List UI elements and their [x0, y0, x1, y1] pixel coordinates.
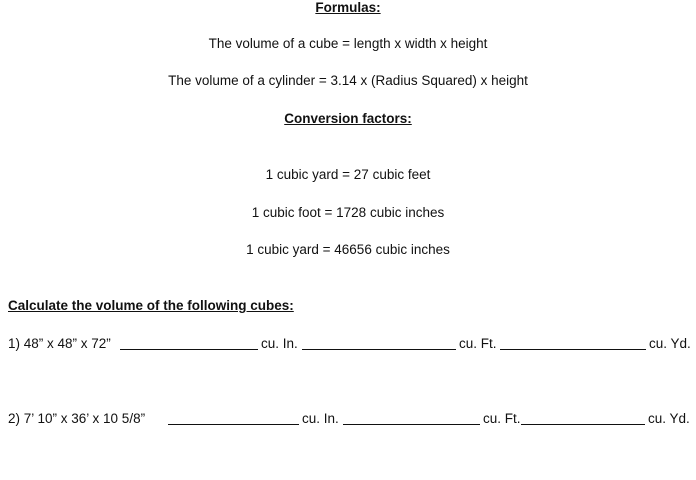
exercise-heading: Calculate the volume of the following cubes: [8, 298, 294, 313]
answer-blank-cubic-inches[interactable] [120, 336, 258, 350]
answer-blank-cubic-inches[interactable] [168, 411, 299, 425]
conversion-factor-foot-inches: 1 cubic foot = 1728 cubic inches [251, 205, 445, 220]
formulas-heading: Formulas: [315, 0, 381, 15]
cube-volume-formula: The volume of a cube = length x width x height [208, 36, 488, 51]
conversion-factor-yard-feet: 1 cubic yard = 27 cubic feet [265, 167, 431, 182]
unit-cubic-inches: cu. In. [302, 411, 339, 426]
conversion-factors-heading: Conversion factors: [284, 111, 412, 126]
problem-row [8, 411, 692, 427]
cylinder-volume-formula: The volume of a cylinder = 3.14 x (Radius Squared) x height [168, 73, 528, 88]
unit-cubic-feet: cu. Ft. [459, 336, 497, 351]
unit-cubic-feet: cu. Ft. [483, 411, 521, 426]
problem-row [8, 336, 692, 352]
unit-cubic-inches: cu. In. [261, 336, 298, 351]
answer-blank-cubic-feet[interactable] [302, 336, 456, 350]
unit-cubic-yards: cu. Yd. [648, 411, 690, 426]
answer-blank-cubic-feet[interactable] [343, 411, 480, 425]
answer-blank-cubic-yards[interactable] [521, 411, 645, 425]
answer-blank-cubic-yards[interactable] [500, 336, 646, 350]
unit-cubic-yards: cu. Yd. [649, 336, 691, 351]
problem-label: 2) 7’ 10” x 36’ x 10 5/8” [8, 411, 146, 426]
conversion-factor-yard-inches: 1 cubic yard = 46656 cubic inches [246, 242, 450, 257]
problem-label: 1) 48” x 48” x 72” [8, 336, 111, 351]
